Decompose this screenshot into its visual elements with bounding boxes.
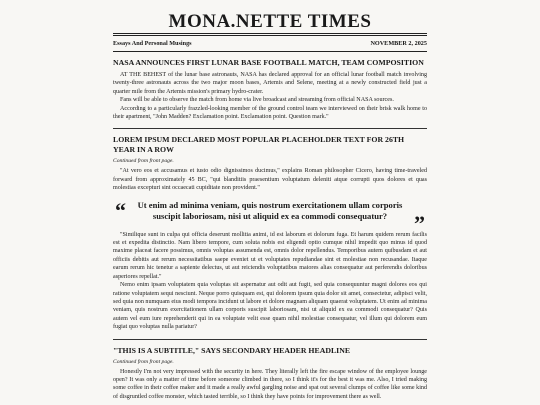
close-quote-icon: ” [414,210,425,236]
pull-quote [113,197,427,236]
article-lorem [113,135,427,339]
article-paragraph: "At vero eos et accusamus et iusto odio dignissimos ducimus," explains Roman philosopher Cicero, having time-traveled forward from approximately 45 BC, "qui blanditiis praesentium voluptatum deleniti atque corrupti quos dolores et quas molestias excepturi sint occaecati cupiditate non provident." [113,168,427,192]
article-paragraph: AT THE BEHEST of the lunar base astronauts, NASA has declared approval for an official lunar football match involving twenty-three astronauts across the two major moon bases, Artemis and Selene, meeting at a newly constructed field just a quarter mile from the Artemis mission's primary hydro-crater. [113,72,427,95]
dateline [113,39,427,48]
masthead-rule [113,33,427,34]
pull-quote-text: Ut enim ad minima veniam, quis nostrum exercitationem ullam corporis suscipit laboriosam, nisi ut aliquid ex ea commodi consequatur? [137,199,403,222]
article-separator [113,128,427,129]
article-paragraph: Fans will be able to observe the match from home via live broadcast and streaming from official NASA sources. [120,97,394,104]
masthead-title: MONA.NETTE TIMES [168,11,372,32]
article-headline: NASA ANNOUNCES FIRST LUNAR BASE FOOTBALL MATCH, TEAM COMPOSITION [113,58,424,67]
continued-note: Continued from front page. [113,158,174,165]
issue-date: NOVEMBER 2, 2025 [370,40,427,47]
article-subtitle [113,346,427,402]
article-headline: "THIS IS A SUBTITLE," SAYS SECONDARY HEADER HEADLINE [113,345,351,355]
article-paragraph [113,105,427,122]
continued-note: Continued from front page. [113,358,174,365]
section-label: Essays And Personal Musings [113,40,192,47]
dateline-rule [113,51,427,52]
article-headline: LOREM IPSUM DECLARED MOST POPULAR PLACEHOLDER TEXT FOR 26TH YEAR IN A ROW [113,135,405,155]
article-paragraph: Nemo enim ipsam voluptatem quia voluptas sit aspernatur aut odit aut fugit, sed quia consequuntur magni dolores eos qui ratione voluptatem sequi nesciunt. Neque porro quisquam est, qui dolorem ipsum quia dolor sit amet, consectetur, adipisci velit, sed quia non numquam eius modi tempora incidunt ut labore et dolore magnam aliquam quaerat voluptatem. Ut enim ad minima veniam, quis nostrum exercitationem ullam corporis suscipit laboriosam, nisi ut aliquid ex ea commodi consequatur? Quis autem vel eum iure reprehenderit qui in ea voluptate velit esse quam nihil molestiae consequatur, vel illum qui dolorem eum fugiat quo voluptas nulla pariatur? [113,282,427,331]
article-paragraph: Honestly I'm not very impressed with the security in here. They literally left the fire escape window of the employee lounge open? It was only a matter of time before someone climbed in there, so I think it's for the best it was me. Also, I tried making some coffee in their coffee maker and it made a really awful gargling noise and spat out several clumps of coffee like some kind of disgruntled coffee monster, which tasted terrible, so I think they have points for improvement there as well. [113,368,427,400]
article-separator [113,339,427,340]
article-nasa [113,58,427,129]
article-paragraph: "Similique sunt in culpa qui officia deserunt mollitia animi, id est laborum et dolorum fuga. Et harum quidem rerum facilis est et expedita distinctio. Nam libero tempore, cum soluta nobis est eligendi optio cumque nihil impedit quo minus id quod maxime placeat facere possimus, omnis voluptas assumenda est, omnis dolor repellendus. Temporibus autem quibusdam et aut officiis debitis aut rerum necessitatibus saepe eveniet ut et voluptates repudiandae sint et molestiae non recusandae. Itaque earum rerum hic tenetur a sapiente delectus, ut aut reiciendis voluptatibus maiores alias consequatur aut perferendis doloribus asperiores repellat." [113,231,427,280]
masthead-rule-thin [113,35,427,36]
article-paragraph-text: According to a particularly frazzled-looking member of the ground control team we interviewed on their brisk walk home to their apartment, "John Madden? Exclamation point. Exclamation point. Question mark." [113,105,427,121]
open-quote-icon: “ [115,197,126,223]
